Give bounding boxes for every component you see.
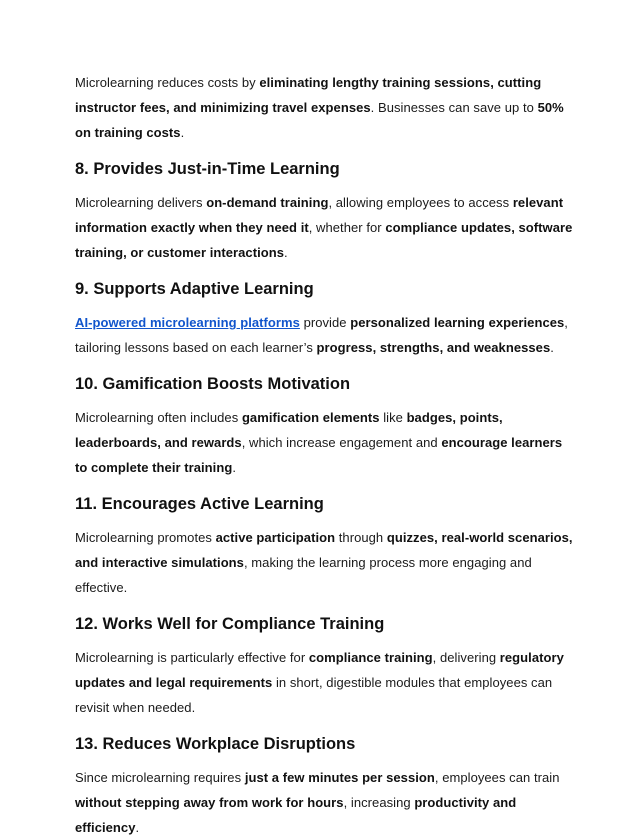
text: in short, digestible modules that employees can revisit when needed. xyxy=(75,675,553,715)
bold-text: gamification elements xyxy=(241,410,380,425)
section-9-paragraph xyxy=(75,310,578,360)
section-heading-8: 8. Provides Just-in-Time Learning xyxy=(75,160,340,178)
text: Microlearning reduces costs by xyxy=(75,75,260,90)
text: Since microlearning requires xyxy=(75,770,245,785)
text: Microlearning is particularly effective for xyxy=(75,650,309,665)
text: , whether for xyxy=(308,220,386,235)
text: . xyxy=(232,460,236,475)
bold-text: quizzes, real-world scenarios, and interactive simulations xyxy=(75,530,573,570)
bold-text: compliance updates, software training, or customer interactions xyxy=(75,220,573,260)
text: provide xyxy=(299,315,351,330)
bold-text: encourage learners to complete their training xyxy=(75,435,563,475)
section-12-paragraph xyxy=(75,645,578,720)
text: , employees can train xyxy=(434,770,560,785)
bold-text: relevant information exactly when they need it xyxy=(75,195,564,235)
bold-text: active participation xyxy=(215,530,336,545)
bold-text: personalized learning experiences xyxy=(350,315,565,330)
bold-text: compliance training xyxy=(308,650,433,665)
text: , delivering xyxy=(432,650,500,665)
bold-text: productivity and efficiency xyxy=(75,795,517,835)
section-10-paragraph xyxy=(75,405,578,480)
section-8-paragraph xyxy=(75,190,578,265)
text: . xyxy=(180,125,185,140)
text: Microlearning delivers xyxy=(75,195,207,210)
bold-text: regulatory updates and legal requirements xyxy=(75,650,564,690)
bold-text: 50% on training costs xyxy=(75,100,564,140)
bold-text: on-demand training xyxy=(206,195,329,210)
text: like xyxy=(379,410,407,425)
text: . xyxy=(284,245,288,260)
text: . Businesses can save up to xyxy=(370,100,538,115)
section-heading-9: 9. Supports Adaptive Learning xyxy=(75,280,314,298)
intro-paragraph xyxy=(75,70,578,145)
bold-text: just a few minutes per session xyxy=(244,770,435,785)
ai-platforms-link[interactable]: AI-powered microlearning platforms xyxy=(75,315,300,330)
text: through xyxy=(335,530,387,545)
text: , which increase engagement and xyxy=(241,435,442,450)
section-heading-12: 12. Works Well for Compliance Training xyxy=(75,615,385,633)
section-heading-10: 10. Gamification Boosts Motivation xyxy=(75,375,351,393)
text: . xyxy=(550,340,554,355)
text: , making the learning process more engaging and effective. xyxy=(75,555,532,595)
section-13-paragraph xyxy=(75,765,578,840)
section-heading-11: 11. Encourages Active Learning xyxy=(75,495,324,513)
section-heading-13: 13. Reduces Workplace Disruptions xyxy=(75,735,356,753)
bold-text: without stepping away from work for hours xyxy=(75,795,344,810)
text: Microlearning often includes xyxy=(75,410,242,425)
bold-text: progress, strengths, and weaknesses xyxy=(316,340,551,355)
text: Microlearning promotes xyxy=(75,530,216,545)
text: , allowing employees to access xyxy=(328,195,513,210)
text: . xyxy=(135,820,140,835)
text: , increasing xyxy=(343,795,415,810)
text: , tailoring lessons based on each learner’s xyxy=(75,315,568,355)
bold-text: badges, points, leaderboards, and rewards xyxy=(75,410,503,450)
bold-text: eliminating lengthy training sessions, cutting instructor fees, and minimizing travel expenses xyxy=(75,75,542,115)
section-11-paragraph xyxy=(75,525,578,600)
